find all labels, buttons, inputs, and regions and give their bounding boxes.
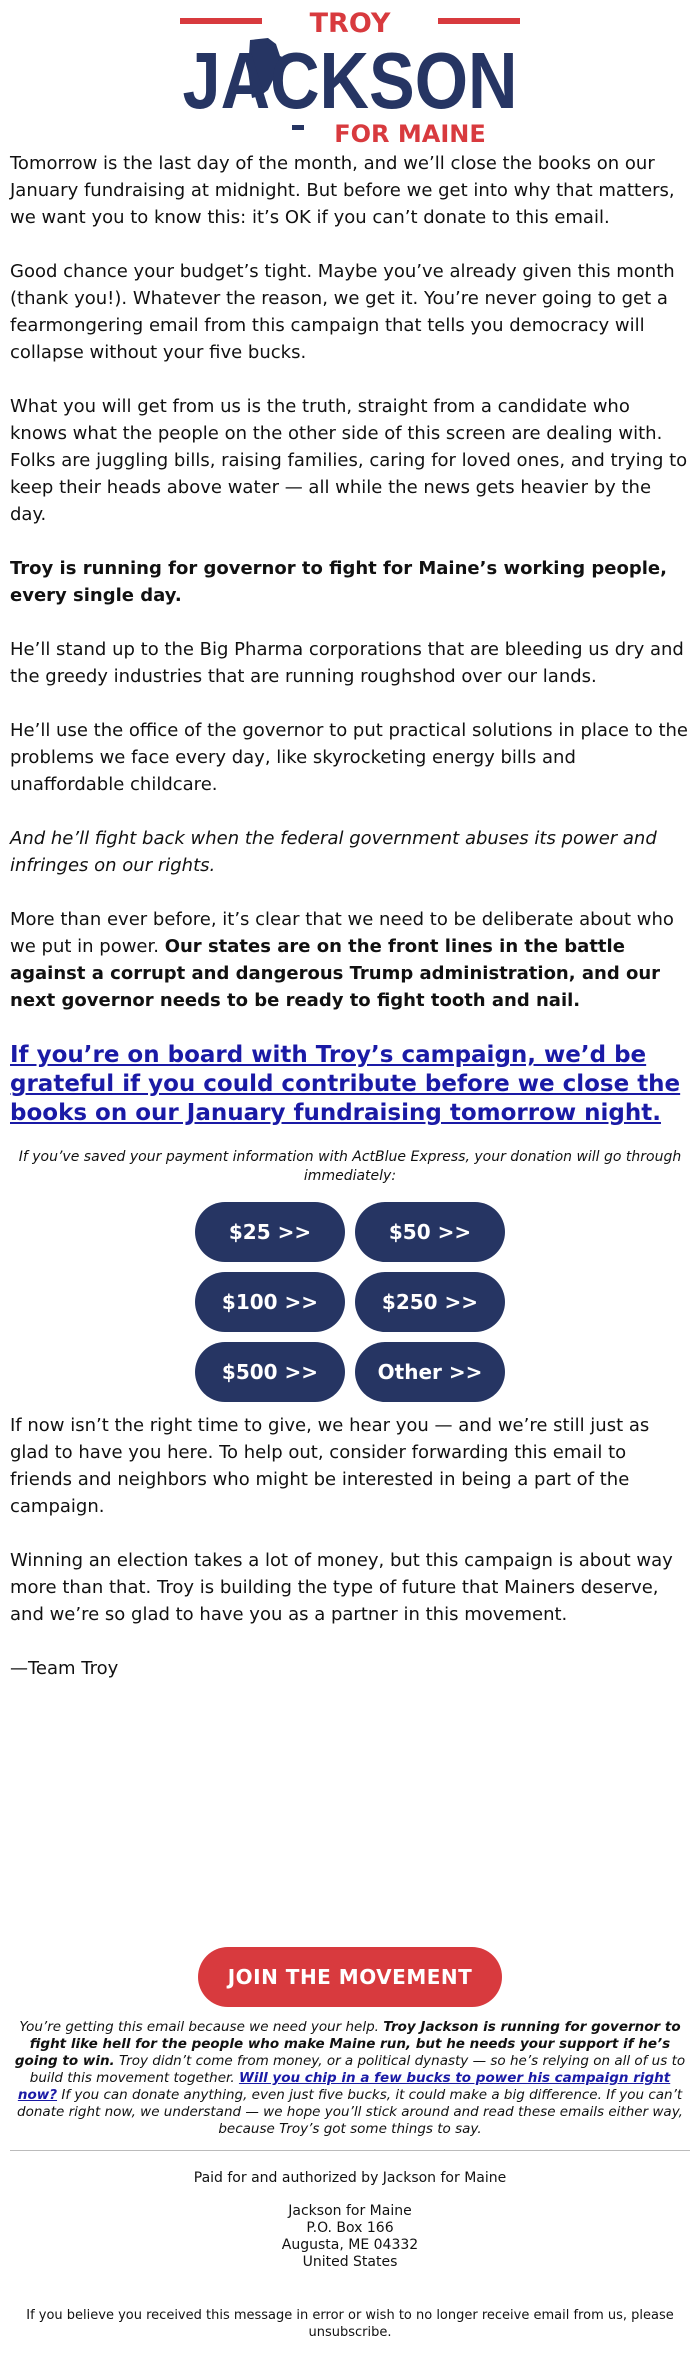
paragraph-budget: Good chance your budget’s tight. Maybe you’ve already given this month (thank you!). Whatever the reason, we get it. You’re never going to get a fearmongering email from this campaign that tells you democracy will collapse without your five bucks. (10, 261, 675, 363)
paragraph-front-lines (10, 906, 690, 1014)
campaign-logo (0, 0, 700, 150)
contribute-link[interactable]: If you’re on board with Troy’s campaign, we’d be grateful if you could contribute before we close the books on our January fundraising tomorrow night. (10, 1042, 681, 1126)
email-body (0, 150, 700, 2341)
mailing-address (10, 2203, 690, 2271)
logo-rule-small (292, 125, 304, 130)
paragraph-running-for-governor: Troy is running for governor to fight for Maine’s working people, every single day. (10, 558, 667, 606)
paid-for-disclaimer: Paid for and authorized by Jackson for Maine (193, 2170, 507, 2186)
logo-line3: FOR MAINE (334, 120, 486, 148)
logo-rule-right (438, 18, 520, 24)
address-line-country: United States (302, 2254, 398, 2270)
logo-line2: JACKSON (182, 36, 518, 125)
donate-other-button[interactable]: Other >> (355, 1342, 505, 1402)
front-lines-text: More than ever before, it’s clear that we need to be deliberate about who we put in power. (10, 909, 674, 957)
logo-graphic (180, 0, 520, 150)
front-lines-bold-text: Our states are on the front lines in the battle against a corrupt and dangerous Trump administration, and our next governor needs to be ready to fight tooth and nail. (10, 936, 661, 1011)
blank-spacer (10, 1709, 690, 1947)
paragraph-practical-solutions: He’ll use the office of the governor to put practical solutions in place to the problems we face every day, like skyrocketing energy bills and unaffordable childcare. (10, 720, 688, 795)
signoff: —Team Troy (10, 1658, 119, 1679)
paragraph-intro: Tomorrow is the last day of the month, and we’ll close the books on our January fundraising at midnight. But before we get into why that matters, we want you to know this: it’s OK if you can’t donate to this email. (10, 153, 675, 228)
donate-25-button[interactable]: $25 >> (195, 1202, 345, 1262)
chip-in-link[interactable]: Will you chip in a few bucks to power his campaign right now? (17, 2070, 671, 2103)
address-line-box: P.O. Box 166 (306, 2220, 394, 2236)
footer-note-end: If you can donate anything, even just five bucks, it could make a big difference. If you can’t donate right now, we understand — we hope you’ll stick around and read these emails either way, because Troy’s got some things to say. (17, 2087, 683, 2137)
donate-100-button[interactable]: $100 >> (195, 1272, 345, 1332)
logo-line1: TROY (309, 8, 391, 39)
donation-button-grid (10, 1202, 690, 1402)
join-the-movement-button[interactable]: JOIN THE MOVEMENT (198, 1947, 502, 2007)
footer-note-middle: Troy didn’t come from money, or a political dynasty — so he’s relying on all of us to build this movement together. (29, 2053, 686, 2086)
footer-divider (10, 2150, 690, 2151)
paragraph-big-pharma: He’ll stand up to the Big Pharma corporations that are bleeding us dry and the greedy industries that are running roughshod over our lands. (10, 639, 684, 687)
paragraph-fight-back: And he’ll fight back when the federal government abuses its power and infringes on our rights. (10, 828, 657, 876)
footer-note-bold: Troy Jackson is running for governor to fight like hell for the people who make Maine run, but he needs your support if he’s going to win. (14, 2019, 681, 2069)
paragraph-winning-election: Winning an election takes a lot of money, but this campaign is about way more than that. Troy is building the type of future that Mainers deserve, and we’re so glad to have you as a partner in this movement. (10, 1550, 673, 1625)
donate-500-button[interactable]: $500 >> (195, 1342, 345, 1402)
footer-note (10, 2019, 690, 2138)
unsubscribe-text[interactable]: If you believe you received this message in error or wish to no longer receive email from us, please unsubscribe. (26, 2308, 674, 2340)
address-line-org: Jackson for Maine (288, 2203, 412, 2219)
paragraph-not-right-time: If now isn’t the right time to give, we hear you — and we’re still just as glad to have you here. To help out, consider forwarding this email to friends and neighbors who might be interested in being a part of the campaign. (10, 1415, 650, 1517)
footer-note-intro: You’re getting this email because we need your help. (19, 2019, 384, 2035)
donate-250-button[interactable]: $250 >> (355, 1272, 505, 1332)
logo-rule-left (180, 18, 262, 24)
actblue-express-note: If you’ve saved your payment information with ActBlue Express, your donation will go through immediately: (18, 1149, 682, 1184)
address-line-city: Augusta, ME 04332 (281, 2237, 419, 2253)
paragraph-truth: What you will get from us is the truth, straight from a candidate who knows what the people on the other side of this screen are dealing with. Folks are juggling bills, raising families, caring for loved ones, and trying to keep their heads above water — all while the news gets heavier by the day. (10, 396, 688, 525)
donate-50-button[interactable]: $50 >> (355, 1202, 505, 1262)
join-button-wrap (10, 1947, 690, 2007)
